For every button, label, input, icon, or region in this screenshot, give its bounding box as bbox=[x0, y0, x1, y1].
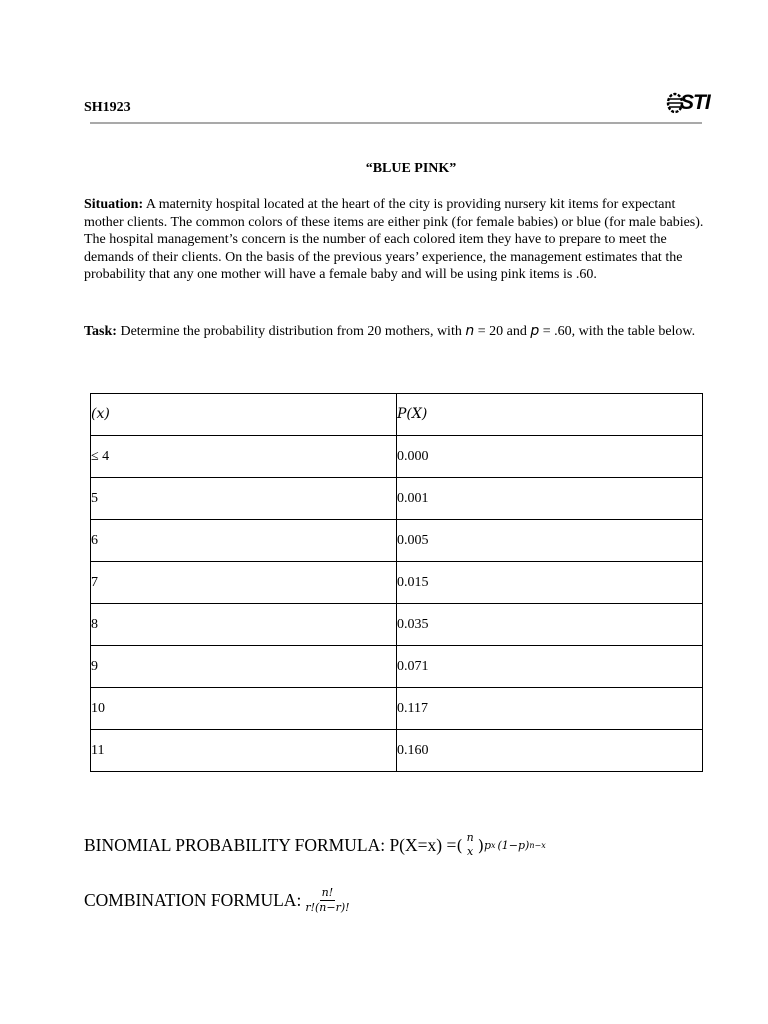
binomial-formula bbox=[84, 831, 546, 859]
combination-denominator: r!(n−r)! bbox=[305, 901, 350, 914]
binomial-bottom: x bbox=[467, 845, 474, 858]
table-row bbox=[91, 436, 703, 478]
cell-probability: 0.005 bbox=[397, 520, 703, 562]
situation-text: A maternity hospital located at the heart of the city is providing nursery kit items for expectant mother clients. The common colors of these items are either pink (for female babies) or blue (for male babies). The hospital management’s concern is the number of each colored item they have to prepare to meet the demands of their clients. On the basis of the previous years’ experience, the management estimates that the probability that any one mother will have a female baby and will be using pink items is .60. bbox=[84, 197, 704, 283]
var-p: p bbox=[530, 323, 540, 339]
binomial-rest-exp: n−x bbox=[529, 840, 546, 850]
binomial-p-exp: x bbox=[490, 840, 496, 850]
combination-numerator: n! bbox=[321, 886, 334, 899]
cell-probability: 0.035 bbox=[397, 604, 703, 646]
task-text-b: = 20 and bbox=[474, 324, 531, 339]
cell-x: 9 bbox=[91, 646, 397, 688]
binomial-p: p bbox=[483, 838, 491, 852]
cell-probability: 0.117 bbox=[397, 688, 703, 730]
var-n: n bbox=[465, 323, 475, 339]
header-px bbox=[397, 394, 703, 436]
cell-probability: 0.071 bbox=[397, 646, 703, 688]
cell-x: 10 bbox=[91, 688, 397, 730]
header-x-text: (x) bbox=[91, 406, 110, 422]
probability-table bbox=[90, 393, 703, 772]
combination-formula bbox=[84, 886, 354, 915]
table-header-row bbox=[91, 394, 703, 436]
table-row bbox=[91, 562, 703, 604]
task-label: Task: bbox=[84, 324, 117, 339]
cell-probability: 0.000 bbox=[397, 436, 703, 478]
table-row bbox=[91, 730, 703, 772]
task-paragraph bbox=[84, 323, 704, 341]
binomial-rest: (1−p) bbox=[497, 838, 530, 852]
combination-label: COMBINATION FORMULA: bbox=[84, 890, 302, 910]
table-row bbox=[91, 478, 703, 520]
binomial-coefficient bbox=[465, 831, 476, 859]
header-divider bbox=[90, 122, 702, 124]
table-row bbox=[91, 646, 703, 688]
table-row bbox=[91, 520, 703, 562]
cell-probability: 0.160 bbox=[397, 730, 703, 772]
table-row bbox=[91, 604, 703, 646]
situation-label: Situation: bbox=[84, 197, 144, 212]
cell-x: 8 bbox=[91, 604, 397, 646]
header-x bbox=[91, 394, 397, 436]
cell-probability: 0.015 bbox=[397, 562, 703, 604]
task-text-c: = .60, with the table below. bbox=[539, 324, 696, 339]
cell-probability: 0.001 bbox=[397, 478, 703, 520]
combination-expression bbox=[301, 886, 353, 915]
binomial-expression: ( n x ) p x (1−p) n−x bbox=[456, 831, 546, 858]
combination-fraction bbox=[303, 886, 351, 915]
cell-x: ≤ 4 bbox=[91, 436, 397, 478]
task-text-a: Determine the probability distribution from 20 mothers, with bbox=[116, 324, 466, 339]
cell-x: 5 bbox=[91, 478, 397, 520]
sti-logo bbox=[666, 90, 712, 116]
cell-x: 7 bbox=[91, 562, 397, 604]
binomial-top: n bbox=[466, 831, 474, 844]
table-row bbox=[91, 688, 703, 730]
logo-text: STI bbox=[680, 91, 710, 114]
cell-x: 6 bbox=[91, 520, 397, 562]
header-px-text: P(X) bbox=[397, 406, 428, 422]
binomial-label: BINOMIAL PROBABILITY FORMULA: P(X=x) = bbox=[84, 834, 457, 855]
situation-paragraph bbox=[84, 196, 704, 284]
cell-x: 11 bbox=[91, 730, 397, 772]
page-title: “BLUE PINK” bbox=[365, 161, 457, 176]
document-code: SH1923 bbox=[84, 100, 131, 115]
